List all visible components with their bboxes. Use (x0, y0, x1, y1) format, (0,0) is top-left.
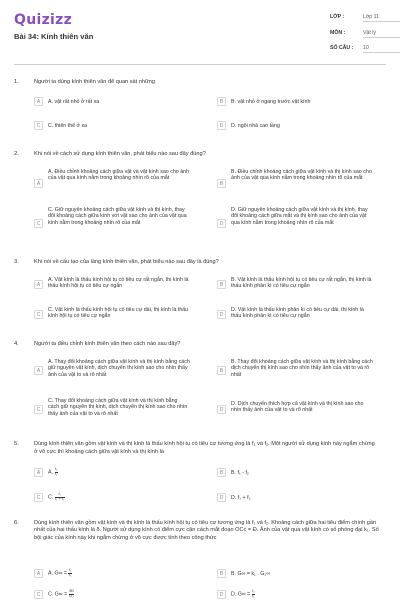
option-letter-box: A (34, 468, 43, 477)
option-text: C. thiên thể ở xa (48, 122, 88, 129)
class-value: Lớp 11 (363, 14, 379, 20)
option-letter-box: C (34, 493, 43, 502)
question-number: 4. (14, 341, 19, 347)
question-text: Dùng kính thiên văn gồm vật kính và thị kính là thấu kính hội tụ có tiêu cự tương ứng là f₁ và f₂. Khoảng cách giữa hai tiêu điểm chính gần nhất của hai thấu kính là δ. Người sử dụng kính có điểm cực cận cách mắt đoạn OCc = Đ. Ảnh của vật qua vật kính có số phóng đại k₁. Số bội giác của kính này khi ngắm chừng ở vô cực được tính theo công thức (34, 520, 379, 541)
question-number: 3. (14, 259, 19, 265)
option-text: D. Giữ nguyên khoảng cách giữa vật kính và thị kính, thay đổi khoảng cách giữa mắt và thị kính sao cho ảnh của vật qua kính nằm trong khoảng nhìn rõ của mắt (231, 207, 368, 226)
option-text: B. Thay đổi khoảng cách giữa vật kính và thị kính bằng cách dịch chuyển thị kính sao cho nhìn thấy ảnh của vật to và rõ nhất (231, 359, 373, 378)
header-divider (14, 64, 386, 65)
option-text: C. Thay đổi khoảng cách giữa vật kính và thị kính bằng cách giữ nguyên thị kính, dịch chuyển thị kính sao cho nhìn thấy ảnh của vật to và rõ nhất (48, 398, 188, 417)
option-text: A. G∞ = $\frac{\text{f₁}}{\text{f₂}}$ (48, 568, 72, 577)
option-text: D. Dịch chuyển thích hợp cả vật kính và thị kính sao cho nhìn thấy ảnh của vật to và rõ nhất (231, 401, 364, 414)
quizizz-logo: Quizizz (14, 12, 73, 28)
option-text: D. f₁ + f₂ (231, 494, 251, 501)
option-text: B. vật nhỏ ở ngang trước vật kính (231, 98, 311, 105)
option-letter-box: D (217, 590, 226, 599)
option-letter-box: C (34, 219, 43, 228)
option-text: B. f₁ - f₂ (231, 469, 249, 476)
option-text: D. G∞ = $\frac{\text{f₂}}{\text{f₁}}$ (231, 589, 255, 598)
option-text: A. vật rất nhỏ ở rất xa (48, 98, 100, 105)
option-letter-box: B (217, 179, 226, 188)
count-value: 10 (363, 45, 369, 51)
option-text: C. Vật kính là thấu kính hội tụ có tiêu cự dài, thị kính là thấu kính hội tụ có tiêu cự ngắn (48, 307, 189, 320)
question-text: Khi nói về cách sử dụng kính thiên văn, phát biểu nào sau đây đúng? (34, 151, 206, 157)
option-letter-box: D (217, 121, 226, 130)
fraction: $\frac{\text{f₁}}{\text{f₂}}$ (68, 568, 72, 577)
option-text: B. G∞ = k₁ . G₂∞ (231, 570, 271, 577)
worksheet-header (0, 0, 400, 64)
option-text: A. Vật kính là thấu kính hội tụ có tiêu cự rất ngắn, thị kính là thấu kính hội tụ có tiêu cự ngắn (48, 277, 189, 290)
option-letter-box: B (217, 366, 226, 375)
class-label: LỚP : (330, 14, 345, 20)
option-letter-box: D (217, 405, 226, 414)
question-text: Người ta dùng kính thiên văn để quan sát những (34, 79, 155, 85)
fraction: $\frac{\text{f₁}}{\text{f₁ + f₂}}$ (55, 492, 64, 501)
question-text: Người ta điều chỉnh kính thiên văn theo cách nào sau đây? (34, 341, 181, 347)
option-letter-box: C (34, 405, 43, 414)
page-title: Bài 34: Kính thiên văn (14, 32, 94, 41)
option-text: B. Điều chỉnh khoảng cách giữa vật kính và thị kính sao cho ảnh của vật qua kính nằm trong khoảng nhìn rõ của mắt (231, 169, 372, 182)
option-letter-box: B (217, 280, 226, 289)
option-letter-box: D (217, 310, 226, 319)
question-number: 2. (14, 151, 19, 157)
option-letter-box: A (34, 97, 43, 106)
option-letter-box: B (217, 569, 226, 578)
option-text: B. Vật kính là thấu kính hội tụ có tiêu cự rất ngắn, thị kính là thấu kính phân kì có tiêu cự ngắn (231, 277, 372, 290)
option-letter-box: D (217, 219, 226, 228)
subject-underline (363, 37, 400, 38)
option-text: A. Thay đổi khoảng cách giữa vật kính và thị kính bằng cách giữ nguyên vật kính, dịch chuyển thị kính sao cho nhìn thấy ảnh của vật to và rõ nhất (48, 359, 190, 378)
question-text: Dùng kính thiên văn gồm vật kính và thị kính là thấu kính hội tụ có tiêu cự tương ứng là $f_1$ và $f_2$. Một người sử dụng kính này ngắm chừng ở vô cực thì khoảng cách giữa vật kính và thị kính là (34, 441, 375, 456)
option-letter-box: A (34, 280, 43, 289)
option-letter-box: A (34, 366, 43, 375)
option-text: D. ngôi nhà cao tầng (231, 122, 280, 129)
option-letter-box: A (34, 179, 43, 188)
fraction: $\frac{\delta Đ}{\text{f₁f₂}}$ (69, 589, 74, 598)
option-text: A. Điều chỉnh khoảng cách giữa vật và vật kính sao cho ảnh của vật qua kính nằm trong khoảng nhìn rõ của mắt (48, 169, 190, 182)
class-underline (363, 21, 400, 22)
option-text: A. $\frac{\text{f₁}}{\text{f₂}}$ (48, 467, 58, 476)
option-text: C. Giữ nguyên khoảng cách giữa vật kính và thị kính, thay đổi khoảng cách giữa kính với vật sao cho ảnh của vật qua kính nằm trong khoảng nhìn rõ của mắt (48, 207, 187, 226)
option-letter-box: C (34, 590, 43, 599)
count-underline (363, 52, 400, 53)
option-text: C. $\frac{\text{f₁}}{\text{f₁ + f₂}}$ (48, 492, 64, 501)
count-label: SỐ CÂU : (330, 45, 354, 51)
option-letter-box: C (34, 310, 43, 319)
option-text: D. Vật kính là thấu kính phân kì có tiêu cự dài, thị kính là thấu kính phân kì có tiêu cự ngắn (231, 307, 364, 320)
option-letter-box: B (217, 468, 226, 477)
option-letter-box: B (217, 97, 226, 106)
question-number: 6. (14, 520, 19, 526)
fraction: $\frac{\text{f₂}}{\text{f₁}}$ (252, 589, 255, 598)
subject-label: MÔN : (330, 30, 346, 36)
subject-value: Vật lý (363, 30, 376, 36)
option-text: C. G∞ = $\frac{\delta Đ}{\text{f₁f₂}}$ (48, 589, 74, 598)
option-letter-box: D (217, 493, 226, 502)
question-number: 1. (14, 79, 19, 85)
question-text: Khi nói về cấu tạo của làng kính thiên văn, phát biểu nào sau đây là đúng? (34, 259, 219, 265)
question-number: 5. (14, 441, 19, 447)
option-letter-box: C (34, 121, 43, 130)
fraction: $\frac{\text{f₁}}{\text{f₂}}$ (55, 467, 58, 476)
option-letter-box: A (34, 569, 43, 578)
